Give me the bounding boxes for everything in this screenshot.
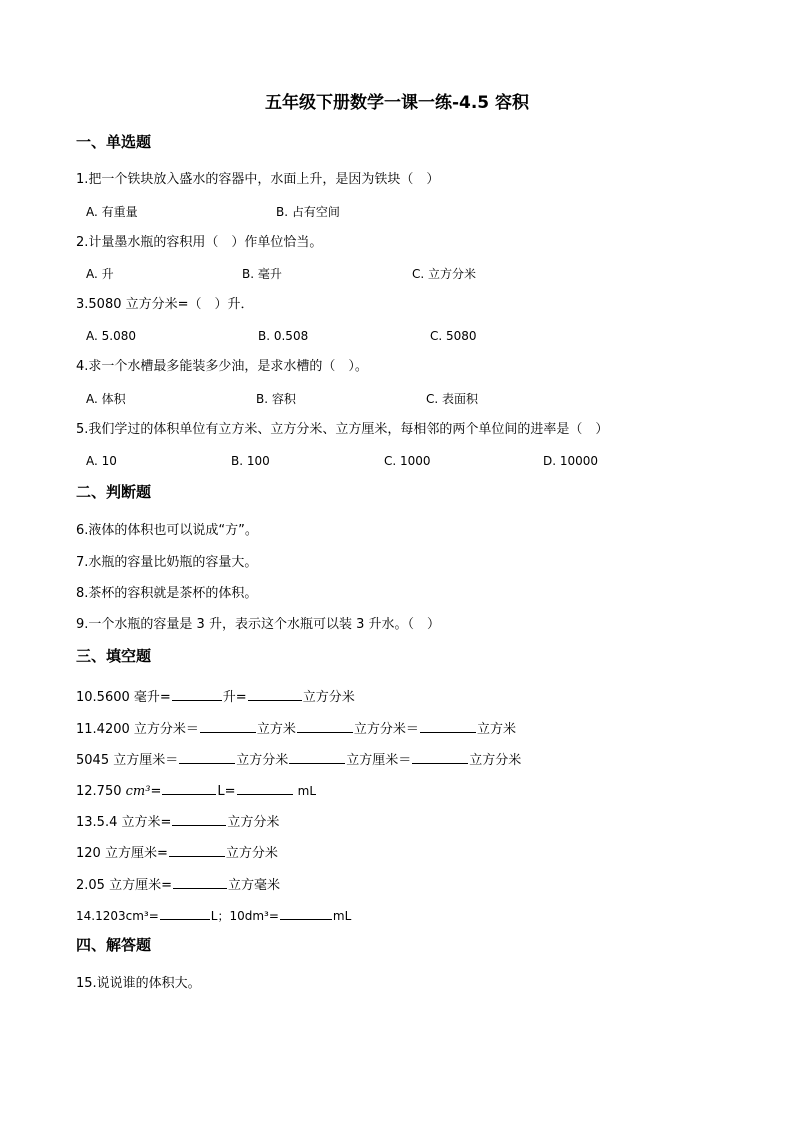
q13b-suffix: 立方分米 (225, 846, 278, 861)
question-1: 1.把一个铁块放入盛水的容器中，水面上升，是因为铁块（ ） (76, 172, 440, 187)
question-13-part-2 (76, 842, 278, 863)
q5-option-d: D. 10000 (543, 454, 599, 468)
question-3: 3.5080 立方分米=（ ）升． (76, 297, 254, 312)
q10-prefix: 10.5600 毫升= (76, 690, 171, 705)
question-5: 5.我们学过的体积单位有立方米、立方分米、立方厘米，每相邻的两个单位间的进率是（ ） (76, 422, 609, 437)
q11b-unit-2: 立方厘米＝ (346, 753, 412, 768)
question-2: 2.计量墨水瓶的容积用（ ）作单位恰当。 (76, 235, 323, 250)
q14-blank-1[interactable] (160, 905, 210, 920)
q10-blank-2[interactable] (248, 686, 302, 701)
q11a-blank-2[interactable] (297, 718, 353, 733)
question-4: 4.求一个水槽最多能装多少油，是求水槽的（ ）。 (76, 359, 368, 374)
q11b-blank-2[interactable] (289, 749, 345, 764)
q10-suffix: 立方分米 (302, 690, 355, 705)
q10-mid: 升= (222, 690, 247, 705)
q13a-suffix: 立方分米 (227, 815, 280, 830)
q13c-blank[interactable] (173, 874, 227, 889)
section-heading-answer: 四、解答题 (76, 936, 152, 954)
q1-option-b: B. 占有空间 (276, 205, 340, 219)
q4-option-a: A. 体积 (86, 392, 126, 406)
q3-option-c: C. 5080 (430, 329, 477, 343)
q1-option-a: A. 有重量 (86, 205, 138, 219)
q11a-unit-1: 立方米 (256, 722, 296, 737)
question-6: 6.液体的体积也可以说成“方”。 (76, 523, 258, 538)
q14-suffix: mL (332, 909, 352, 923)
q11b-prefix: 5045 立方厘米＝ (76, 753, 179, 768)
q11b-blank-3[interactable] (412, 749, 468, 764)
section-heading-fill-in: 三、填空题 (76, 647, 152, 665)
q12-blank-1[interactable] (162, 780, 216, 795)
question-7: 7.水瓶的容量比奶瓶的容量大。 (76, 555, 258, 570)
q13c-prefix: 2.05 立方厘米= (76, 878, 172, 893)
q13a-prefix: 13.5.4 立方米= (76, 815, 172, 830)
q4-option-c: C. 表面积 (426, 392, 479, 406)
question-11-part-1 (76, 718, 516, 739)
q5-option-c: C. 1000 (384, 454, 431, 468)
q11a-unit-3: 立方米 (476, 722, 516, 737)
section-heading-single-choice: 一、单选题 (76, 133, 152, 151)
q11a-unit-2: 立方分米＝ (353, 722, 419, 737)
q14-prefix: 14.1203cm³= (76, 909, 159, 923)
q3-option-a: A. 5.080 (86, 329, 136, 343)
question-15: 15.说说谁的体积大。 (76, 976, 201, 991)
q11a-blank-1[interactable] (200, 718, 256, 733)
q2-option-a: A. 升 (86, 267, 114, 281)
q13c-suffix: 立方毫米 (227, 878, 280, 893)
q13b-prefix: 120 立方厘米= (76, 846, 168, 861)
q14-mid: L；10dm³= (210, 909, 279, 923)
q11b-unit-1: 立方分米 (236, 753, 289, 768)
q11b-blank-1[interactable] (179, 749, 235, 764)
q2-option-c: C. 立方分米 (412, 267, 477, 281)
question-9: 9.一个水瓶的容量是 3 升，表示这个水瓶可以装 3 升水。（ ） (76, 617, 440, 632)
question-8: 8.茶杯的容积就是茶杯的体积。 (76, 586, 258, 601)
q12-suffix: mL (297, 784, 317, 798)
q11b-unit-3: 立方分米 (469, 753, 522, 768)
q3-option-b: B. 0.508 (258, 329, 309, 343)
q2-option-b: B. 毫升 (242, 267, 282, 281)
question-12 (76, 780, 316, 801)
q13b-blank[interactable] (169, 842, 225, 857)
q14-blank-2[interactable] (280, 905, 332, 920)
q11a-blank-3[interactable] (420, 718, 476, 733)
question-13-part-3 (76, 874, 280, 895)
q4-option-b: B. 容积 (256, 392, 296, 406)
q12-unit: cm³ (125, 784, 151, 799)
q13a-blank[interactable] (172, 811, 226, 826)
section-heading-true-false: 二、判断题 (76, 483, 152, 501)
document-title: 五年级下册数学一课一练-4.5 容积 (264, 93, 530, 113)
question-13-part-1 (76, 811, 279, 832)
q12-prefix: 12.750 (76, 784, 122, 799)
q11a-prefix: 11.4200 立方分米＝ (76, 722, 199, 737)
question-11-part-2 (76, 749, 521, 770)
question-10 (76, 686, 355, 707)
q5-option-a: A. 10 (86, 454, 117, 468)
q12-mid: L= (217, 784, 236, 799)
q5-option-b: B. 100 (231, 454, 270, 468)
q12-blank-2[interactable] (237, 780, 293, 795)
question-14 (76, 905, 351, 925)
q12-equals: = (150, 784, 162, 799)
q10-blank-1[interactable] (172, 686, 222, 701)
